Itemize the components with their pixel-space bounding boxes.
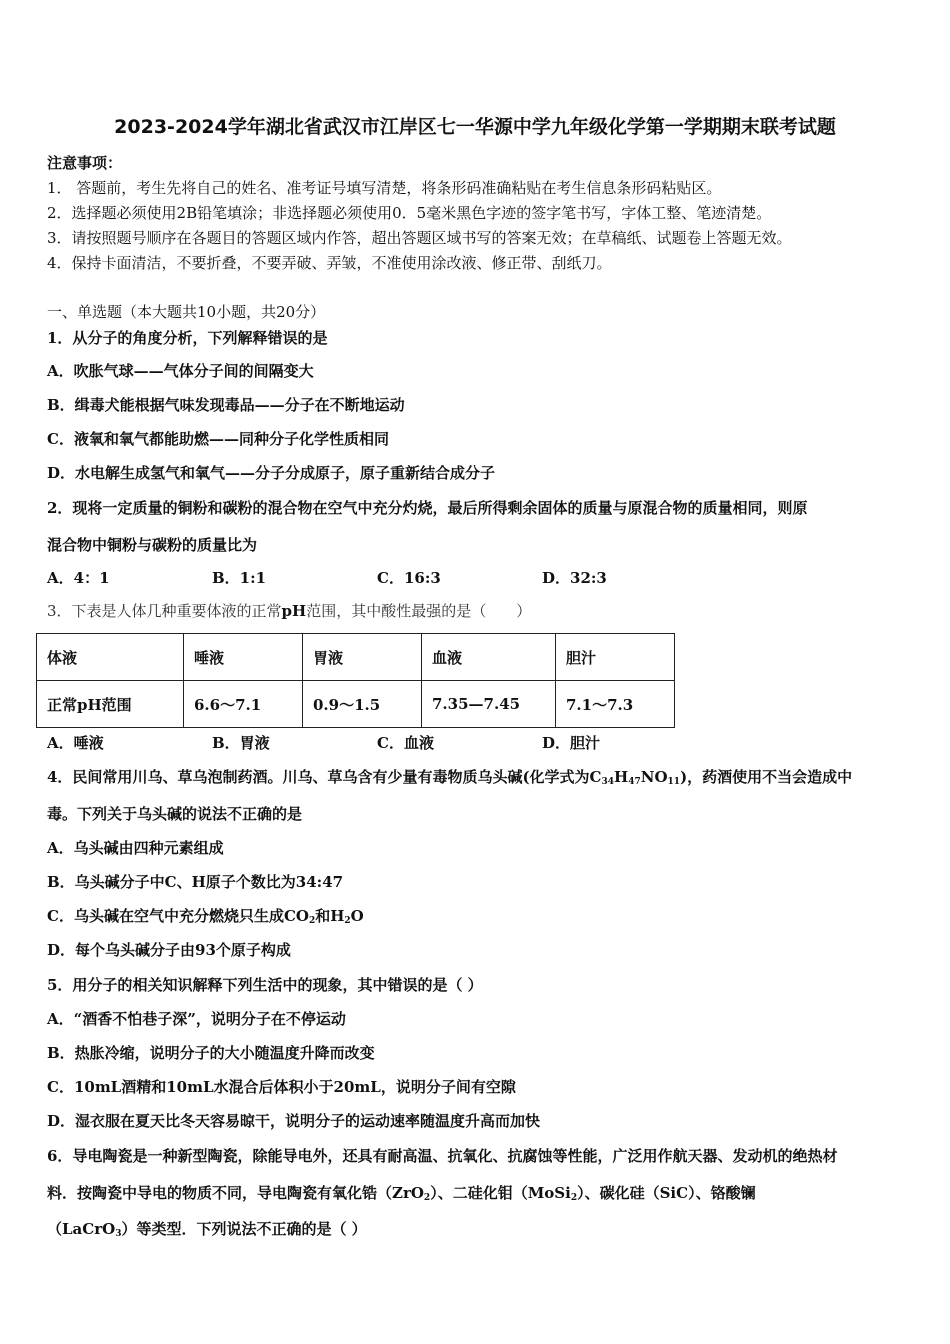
- notice-heading: 注意事项：: [47, 154, 123, 172]
- formula-sub: 11: [667, 777, 681, 787]
- q6-part: （LaCrO: [47, 1220, 116, 1238]
- question-6-stem-line1: 6．导电陶瓷是一种新型陶瓷，除能导电外，还具有耐高温、抗氧化、抗腐蚀等性能，广泛用作航天器、发动机的绝热材: [47, 1147, 838, 1165]
- q4c-pre: C．乌头碱在空气中充分燃烧只生成CO: [47, 907, 309, 925]
- q6-part: ）、碳化硅（SiC）、铬酸镧: [577, 1184, 756, 1202]
- table-cell: 7.1～7.3: [556, 681, 675, 728]
- question-2-option-d: D．32:3: [542, 569, 607, 587]
- question-4-stem-line1: [47, 768, 852, 786]
- formula-sub: 34: [601, 777, 615, 787]
- section-heading: 一、单选题（本大题共10小题，共20分）: [47, 303, 326, 321]
- question-5-stem: 5．用分子的相关知识解释下列生活中的现象，其中错误的是（ ）: [47, 976, 483, 994]
- formula-sub: 3: [115, 1229, 122, 1239]
- q6-part: ）、二硅化钼（MoSi: [430, 1184, 571, 1202]
- table-cell: 胆汁: [556, 634, 675, 681]
- question-3-option-c: C．血液: [377, 734, 434, 752]
- table-cell: 0.9～1.5: [303, 681, 422, 728]
- question-2-option-b: B．1:1: [212, 569, 267, 587]
- formula-part: C: [589, 768, 602, 786]
- question-5-option-b: B．热胀冷缩，说明分子的大小随温度升降而改变: [47, 1044, 375, 1062]
- table-row: [37, 681, 675, 728]
- formula-sub: 2: [344, 916, 351, 926]
- q3-stem-post: 范围，其中酸性最强的是（ ）: [306, 602, 532, 620]
- page-title: 2023-2024学年湖北省武汉市江岸区七一华源中学九年级化学第一学期期末联考试题: [114, 116, 836, 138]
- table-cell: 6.6～7.1: [184, 681, 303, 728]
- table-cell: 7.35—7.45: [422, 681, 556, 728]
- question-4-option-a: A．乌头碱由四种元素组成: [47, 839, 224, 857]
- q3-stem-ph: pH: [281, 602, 307, 620]
- table-cell: 血液: [422, 634, 556, 681]
- question-3-option-b: B．胃液: [212, 734, 270, 752]
- table-row: [37, 634, 675, 681]
- question-2-stem-line2: 混合物中铜粉与碳粉的质量比为: [47, 536, 258, 554]
- q6-part: 料．按陶瓷中导电的物质不同，导电陶瓷有氧化锆（ZrO: [47, 1184, 424, 1202]
- question-3-option-a: A．唾液: [47, 734, 104, 752]
- table-cell: 正常pH范围: [37, 681, 184, 728]
- question-1-option-d: D．水电解生成氢气和氧气——分子分成原子，原子重新结合成分子: [47, 464, 496, 482]
- ph-table: [36, 633, 675, 728]
- question-5-option-c: C．10mL酒精和10mL水混合后体积小于20mL，说明分子间有空隙: [47, 1078, 516, 1096]
- question-3-option-d: D．胆汁: [542, 734, 601, 752]
- question-5-option-a: A．“酒香不怕巷子深”，说明分子在不停运动: [47, 1010, 346, 1028]
- formula-sub: 2: [423, 1193, 431, 1203]
- question-6-stem-line2: [47, 1184, 756, 1202]
- notice-item: 1． 答题前，考生先将自己的姓名、准考证号填写清楚，将条形码准确粘贴在考生信息条形码粘贴区。: [47, 179, 722, 197]
- question-5-option-d: D．湿衣服在夏天比冬天容易晾干，说明分子的运动速率随温度升高而加快: [47, 1112, 541, 1130]
- question-1-option-c: C．液氧和氧气都能助燃——同种分子化学性质相同: [47, 430, 389, 448]
- q4-stem-post: )，药酒使用不当会造成中: [680, 768, 853, 786]
- question-6-stem-line3: [47, 1220, 367, 1238]
- question-4-option-c: [47, 907, 364, 925]
- formula-sub: 2: [308, 916, 316, 926]
- formula-part: NO: [640, 768, 668, 786]
- table-cell: 唾液: [184, 634, 303, 681]
- formula-sub: 2: [570, 1193, 578, 1203]
- notice-item: 4．保持卡面清洁，不要折叠，不要弄破、弄皱，不准使用涂改液、修正带、刮纸刀。: [47, 254, 612, 272]
- question-2-option-c: C．16:3: [377, 569, 441, 587]
- question-4-option-d: D．每个乌头碱分子由93个原子构成: [47, 941, 291, 959]
- question-3-stem: [47, 602, 531, 620]
- q4c-post: O: [350, 907, 364, 925]
- question-2-option-a: A．4：1: [47, 569, 110, 587]
- q3-stem-pre: 3．下表是人体几种重要体液的正常: [47, 602, 282, 620]
- formula-sub: 47: [628, 777, 641, 787]
- table-cell: 胃液: [303, 634, 422, 681]
- notice-item: 3．请按照题号顺序在各题目的答题区域内作答，超出答题区域书写的答案无效；在草稿纸、试题卷上答题无效。: [47, 229, 792, 247]
- q4c-mid: 和H: [315, 907, 345, 925]
- notice-item: 2．选择题必须使用2B铅笔填涂；非选择题必须使用0．5毫米黑色字迹的签字笔书写，字体工整、笔迹清楚。: [47, 204, 772, 222]
- question-4-option-b: B．乌头碱分子中C、H原子个数比为34:47: [47, 873, 344, 891]
- q4-stem-pre: 4．民间常用川乌、草乌泡制药酒。川乌、草乌含有少量有毒物质乌头碱(化学式为: [47, 768, 590, 786]
- question-4-stem-line2: 毒。下列关于乌头碱的说法不正确的是: [47, 805, 303, 823]
- q6-part: ）等类型．下列说法不正确的是（ ）: [121, 1220, 367, 1238]
- question-1-stem: 1．从分子的角度分析，下列解释错误的是: [47, 329, 328, 347]
- table-cell: 体液: [37, 634, 184, 681]
- formula-part: H: [614, 768, 629, 786]
- question-1-option-a: A．吹胀气球——气体分子间的间隔变大: [47, 362, 314, 380]
- formula: [590, 768, 681, 786]
- question-1-option-b: B．缉毒犬能根据气味发现毒品——分子在不断地运动: [47, 396, 405, 414]
- question-2-stem-line1: 2．现将一定质量的铜粉和碳粉的混合物在空气中充分灼烧，最后所得剩余固体的质量与原混合物的质量相同，则原: [47, 499, 808, 517]
